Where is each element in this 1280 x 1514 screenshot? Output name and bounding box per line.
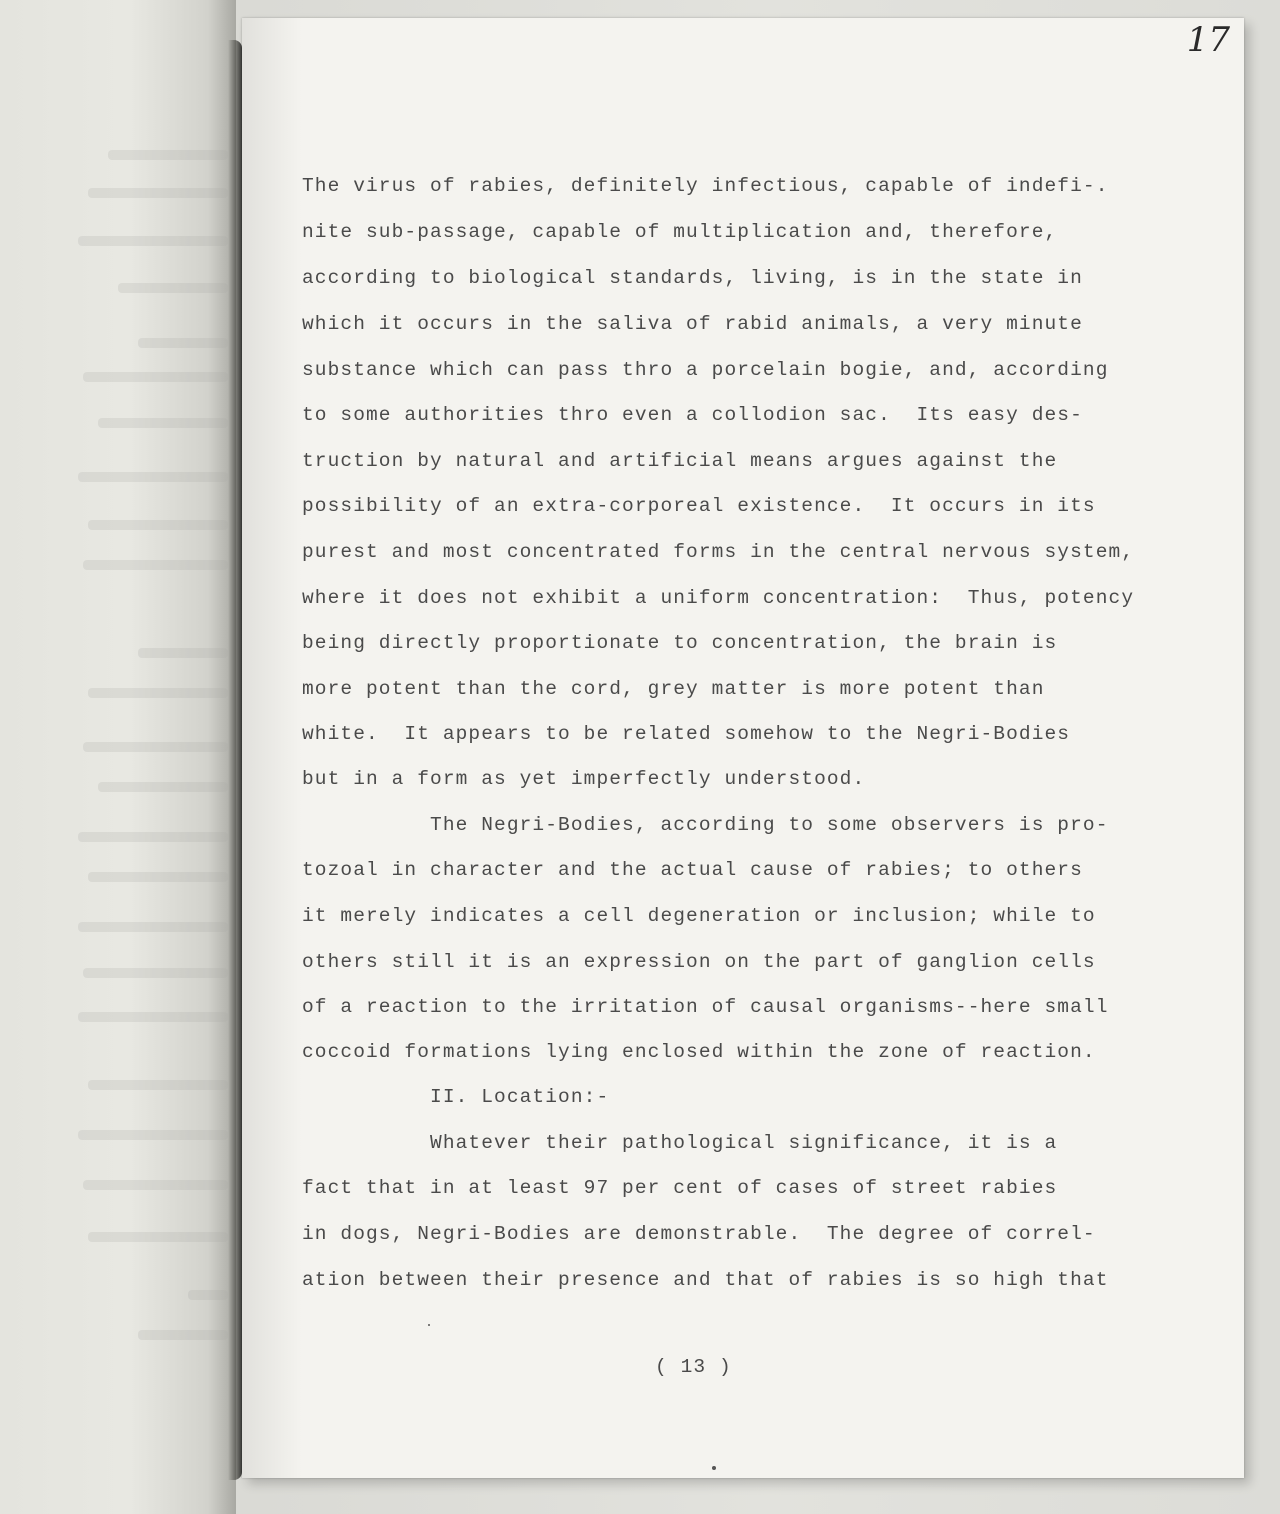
text-line: it merely indicates a cell degeneration or inclusion; while to — [302, 905, 1096, 927]
text-line: to some authorities thro even a collodion sac. Its easy des- — [302, 404, 1083, 426]
text-line: according to biological standards, living, is in the state in — [302, 267, 1083, 289]
text-line: but in a form as yet imperfectly understood. — [302, 768, 866, 790]
text-line: nite sub-passage, capable of multiplication and, therefore, — [302, 221, 1058, 243]
text-line: which it occurs in the saliva of rabid animals, a very minute — [302, 313, 1083, 335]
paper-speck — [712, 1466, 716, 1470]
text-line: The Negri-Bodies, according to some observers is pro- — [302, 814, 1109, 836]
text-line: in dogs, Negri-Bodies are demonstrable. The degree of correl- — [302, 1223, 1096, 1245]
binding-shadow — [228, 40, 242, 1480]
text-line: more potent than the cord, grey matter is more potent than — [302, 678, 1045, 700]
text-line: substance which can pass thro a porcelain bogie, and, according — [302, 359, 1109, 381]
text-line: where it does not exhibit a uniform concentration: Thus, potency — [302, 587, 1135, 609]
document-page — [242, 18, 1244, 1478]
text-line: possibility of an extra-corporeal existence. It occurs in its — [302, 495, 1096, 517]
text-line: being directly proportionate to concentration, the brain is — [302, 632, 1058, 654]
text-line: purest and most concentrated forms in the central nervous system, — [302, 541, 1135, 563]
page-number: ( 13 ) — [655, 1356, 732, 1378]
text-line: The virus of rabies, definitely infectious, capable of indefi-. — [302, 175, 1109, 197]
folio-number: 17 — [1186, 20, 1230, 60]
text-line: truction by natural and artificial means argues against the — [302, 450, 1058, 472]
paper-speck — [428, 1324, 430, 1326]
text-line: fact that in at least 97 per cent of cases of street rabies — [302, 1177, 1058, 1199]
text-line: others still it is an expression on the part of ganglion cells — [302, 951, 1096, 973]
text-line: tozoal in character and the actual cause of rabies; to others — [302, 859, 1083, 881]
text-line: Whatever their pathological significance, it is a — [302, 1132, 1058, 1154]
text-line: of a reaction to the irritation of causal organisms--here small — [302, 996, 1109, 1018]
text-line: white. It appears to be related somehow to the Negri-Bodies — [302, 723, 1071, 745]
text-line: coccoid formations lying enclosed within the zone of reaction. — [302, 1041, 1096, 1063]
facing-page-bleed-through — [0, 0, 236, 1514]
section-heading: II. Location:- — [302, 1086, 610, 1108]
text-line: ation between their presence and that of rabies is so high that — [302, 1269, 1109, 1291]
